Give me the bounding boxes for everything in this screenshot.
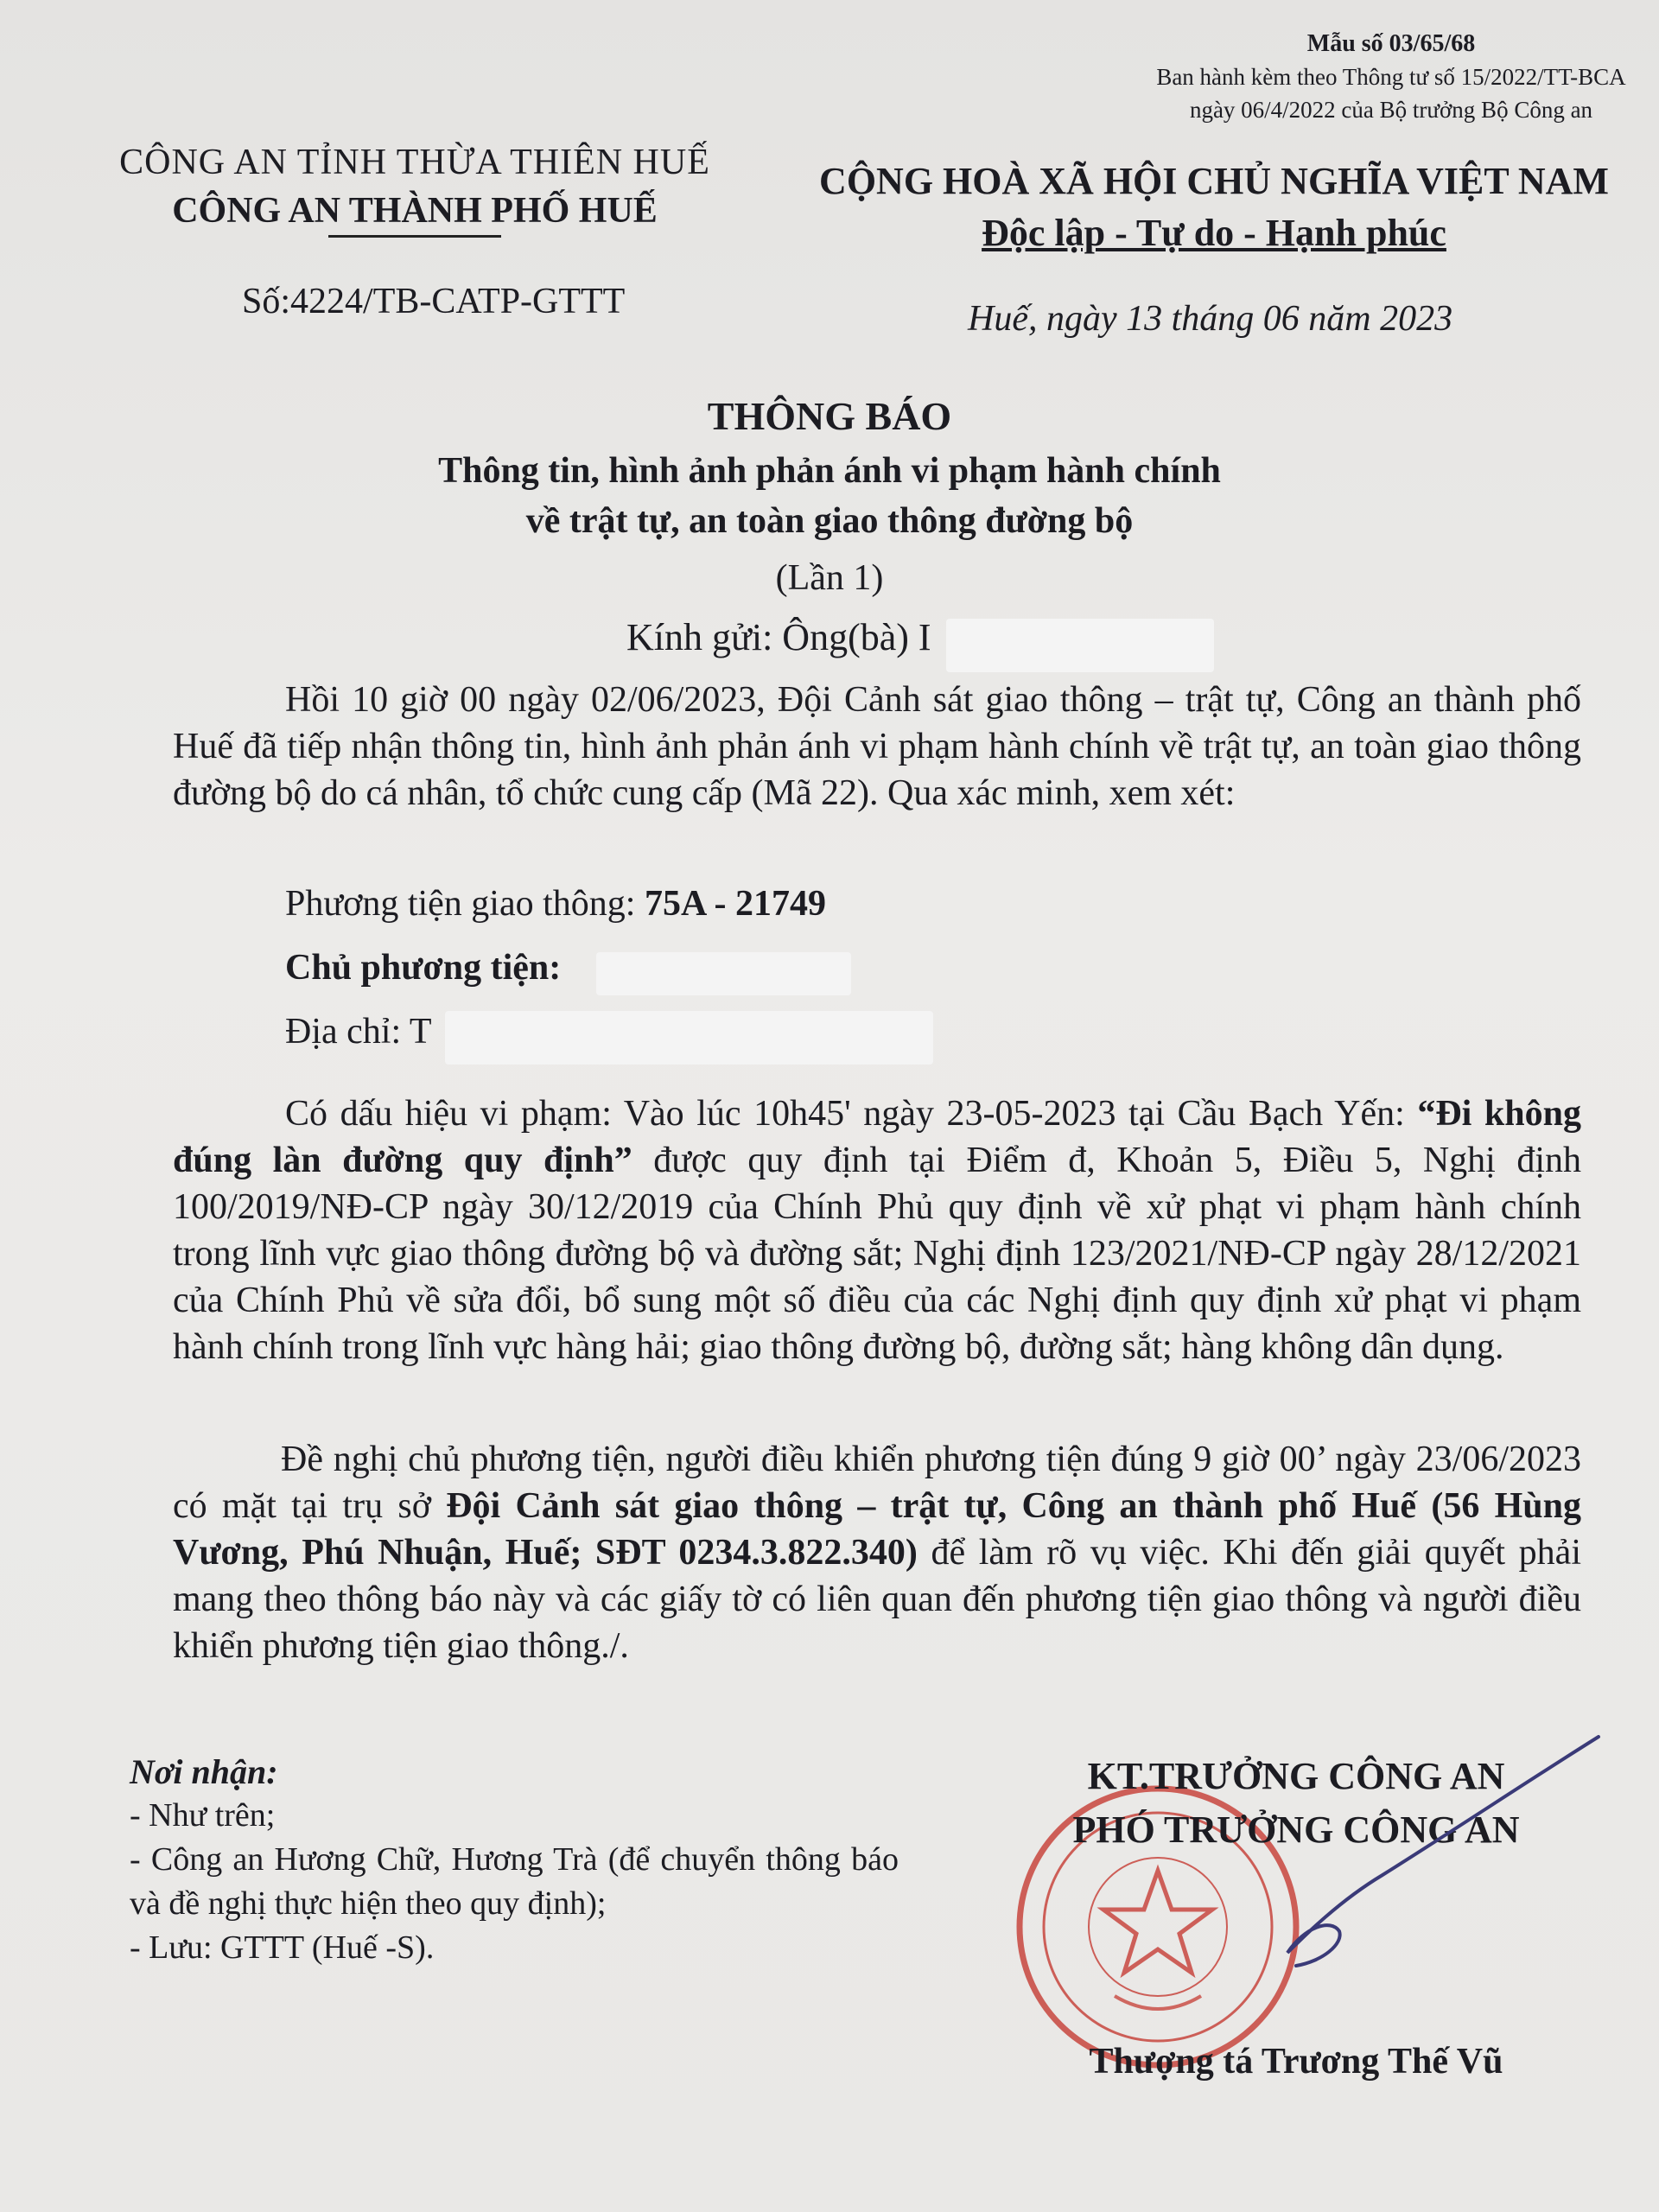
document-title xyxy=(0,387,1659,605)
vehicle-plate: 75A - 21749 xyxy=(644,884,826,924)
recipients-block xyxy=(130,1750,899,1970)
addressee-label: Kính gửi: Ông(bà) I xyxy=(626,616,931,658)
recipient-item: - Lưu: GTTT (Huế -S). xyxy=(130,1929,435,1966)
agency-underline xyxy=(328,235,501,238)
addressee xyxy=(626,615,931,659)
vehicle-label: Phương tiện giao thông: xyxy=(285,884,645,924)
signature-title-2: PHÓ TRƯỞNG CÔNG AN xyxy=(1072,1808,1520,1851)
owner-field xyxy=(285,947,561,988)
title-attempt: (Lần 1) xyxy=(775,558,884,598)
handwritten-signature-icon xyxy=(1166,1728,1616,1987)
redacted-owner xyxy=(596,952,851,995)
recipient-item: - Như trên; xyxy=(130,1797,276,1834)
address-field xyxy=(285,1011,432,1052)
form-issued-line-2: ngày 06/4/2022 của Bộ trưởng Bộ Công an xyxy=(1189,97,1593,123)
recipients-heading: Nơi nhận: xyxy=(130,1752,278,1791)
agency-header xyxy=(112,138,717,238)
nation-name: CỘNG HOÀ XÃ HỘI CHỦ NGHĨA VIỆT NAM xyxy=(819,160,1609,202)
signature-title-1: KT.TRƯỞNG CÔNG AN xyxy=(1087,1755,1505,1797)
paragraph-request xyxy=(173,1436,1581,1669)
agency-unit: CÔNG AN THÀNH PHỐ HUẾ xyxy=(172,191,658,231)
violation-lead: Có dấu hiệu vi phạm: Vào lúc 10h45' ngày 23-05-2023 tại Cầu Bạch Yến: xyxy=(285,1094,1418,1134)
place-date: Huế, ngày 13 tháng 06 năm 2023 xyxy=(968,299,1453,339)
title-main: THÔNG BÁO xyxy=(707,394,952,438)
title-sub-2: về trật tự, an toàn giao thông đường bộ xyxy=(525,501,1134,541)
paragraph-violation xyxy=(173,1090,1581,1370)
form-code-block xyxy=(1123,28,1659,126)
owner-label: Chủ phương tiện: xyxy=(285,948,562,988)
vehicle-field xyxy=(285,883,826,925)
nation-motto: Độc lập - Tự do - Hạnh phúc xyxy=(982,212,1446,254)
violation-legal-basis: được quy định tại Điểm đ, Khoản 5, Điều 5, Nghị định 100/2019/NĐ-CP ngày 30/12/2019 của Chính Phủ quy định về xử phạt vi phạm hành chính trong lĩnh vực giao thông đường bộ và đường sắt; Nghị định 123/2021/NĐ-CP ngày 28/12/2021 của Chính Phủ về sửa đổi, bổ sung một số điều của các Nghị định quy định xử phạt vi phạm hành chính trong lĩnh vực hàng hải; giao thông đường bộ, đường sắt; hàng không dân dụng. xyxy=(173,1141,1581,1367)
request-place: Đội Cảnh sát giao thông – trật tự, Công an thành phố Huế (56 Hùng Vương, Phú Nhuận, Huế; SĐT 0234.3.822.340) xyxy=(173,1486,1581,1573)
form-code: Mẫu số 03/65/68 xyxy=(1306,30,1476,57)
national-header xyxy=(812,156,1616,259)
request-rest: để làm rõ vụ việc. Khi đến giải quyết phải mang theo thông báo này và các giấy tờ có liên quan đến phương tiện giao thông và người điều khiển phương tiện giao thông./. xyxy=(173,1533,1581,1666)
document-number: Số:4224/TB-CATP-GTTT xyxy=(242,282,626,321)
redacted-name xyxy=(946,619,1214,672)
address-label: Địa chỉ: T xyxy=(285,1012,432,1052)
form-issued-line-1: Ban hành kèm theo Thông tư số 15/2022/TT-BCA xyxy=(1156,64,1626,90)
agency-parent: CÔNG AN TỈNH THỪA THIÊN HUẾ xyxy=(119,143,710,182)
violation-name: “Đi không đúng làn đường quy định” xyxy=(173,1094,1581,1180)
request-lead: Đề nghị chủ phương tiện, người điều khiển phương tiện đúng 9 giờ 00’ ngày 23/06/2023 có mặt tại trụ sở xyxy=(173,1440,1581,1526)
title-sub-1: Thông tin, hình ảnh phản ánh vi phạm hành chính xyxy=(438,451,1221,491)
paragraph-intro: Hồi 10 giờ 00 ngày 02/06/2023, Đội Cảnh sát giao thông – trật tự, Công an thành phố Huế đã tiếp nhận thông tin, hình ảnh phản ánh vi phạm hành chính về trật tự, an toàn giao thông đường bộ do cá nhân, tổ chức cung cấp (Mã 22). Qua xác minh, xem xét: xyxy=(173,680,1581,813)
recipient-item: - Công an Hương Chữ, Hương Trà (để chuyển thông báo và đề nghị thực hiện theo quy định); xyxy=(130,1841,899,1922)
signer-name: Thượng tá Trương Thế Vũ xyxy=(1089,2042,1503,2082)
redacted-address xyxy=(445,1011,933,1065)
